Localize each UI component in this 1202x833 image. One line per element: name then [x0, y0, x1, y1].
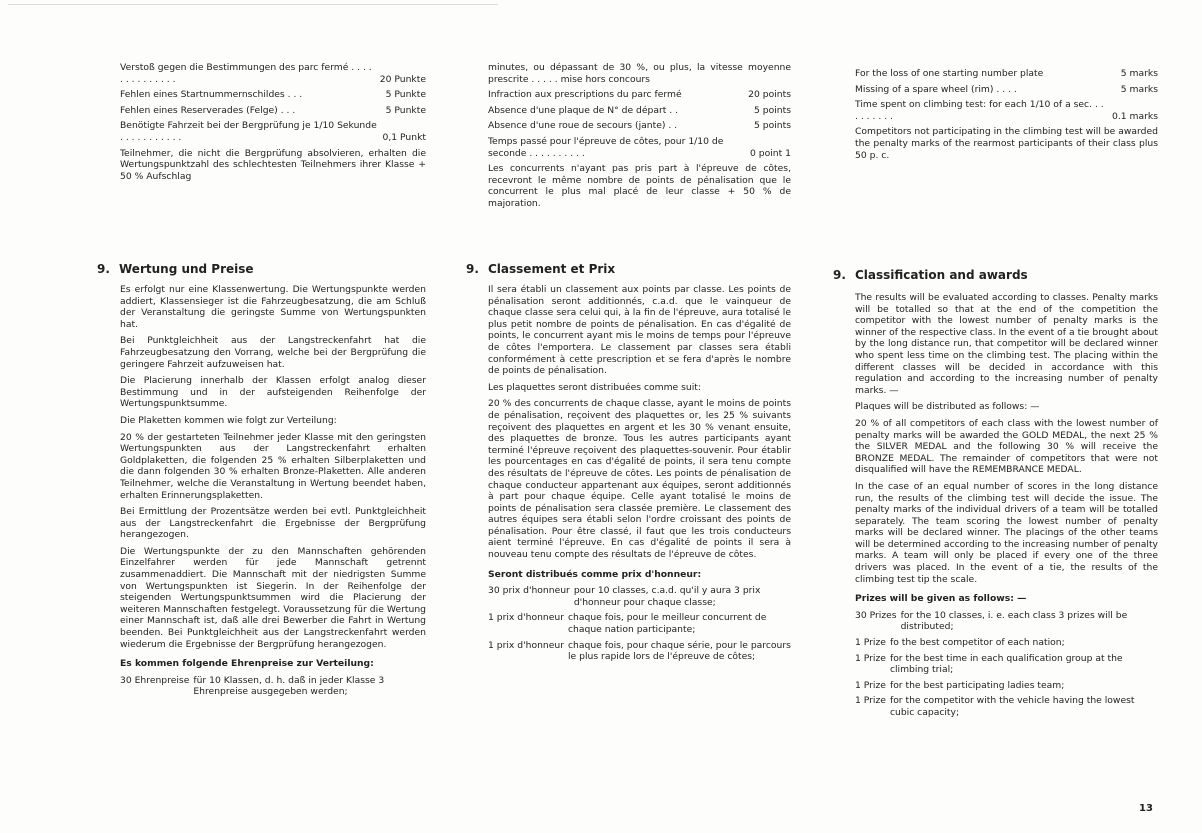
- fr-prize-desc: pour 10 classes, c.a.d. qu'il y aura 3 prix d'honneur pour chaque classe;: [573, 585, 761, 608]
- fr-penalty-row: Temps passé pour l'épreuve de côtes, pour 1/10 de seconde . . . . . . . . . . 0 point 1: [488, 135, 791, 159]
- en-paragraph: 20 % of all competitors of each class with the lowest number of penalty marks will be awarded the GOLD MEDAL, the next 25 % the SILVER MEDAL and the following 30 % will receive the BRONZE MEDAL. The remainder of competitors that were not disqualified will have the REMEMBRANCE MEDAL.: [855, 417, 1158, 476]
- fr-penalty-row: Absence d'une plaque de N° de départ . . 5 points: [488, 104, 791, 116]
- de-penalty-row: Fehlen eines Startnummernschildes . . . 5 Punkte: [120, 89, 426, 101]
- top-edge-line: [8, 4, 498, 5]
- fr-penalty-row: Absence d'une roue de secours (jante) . . 5 points: [488, 120, 791, 132]
- fr-prize-item: [488, 612, 791, 635]
- fr-section-heading: [466, 262, 615, 276]
- fr-prize-qty: 30 prix d'honneur: [488, 585, 570, 597]
- de-prizes-heading: Es kommen folgende Ehrenpreise zur Verteilung:: [120, 658, 374, 670]
- de-paragraph: Bei Ermittlung der Prozentsätze werden bei evtl. Punktgleichheit aus der Langstreckenfahrt die Ergebnisse der Bergprüfung herangezogen.: [120, 506, 426, 541]
- de-prize-qty: 30 Ehrenpreise: [120, 674, 190, 686]
- en-penalty-row: For the loss of one starting number plate 5 marks: [855, 68, 1158, 79]
- en-body: [855, 292, 1158, 723]
- de-heading-text: Wertung und Preise: [119, 262, 254, 276]
- en-prize-qty: 30 Prizes: [855, 609, 897, 621]
- en-section-heading: [833, 268, 1028, 282]
- de-section-heading: [97, 262, 254, 276]
- de-penalty-note: Teilnehmer, die nicht die Bergprüfung absolvieren, erhalten die Wertungspunktzahl des schlechtesten Teilnehmers ihrer Klasse + 50 % Aufschlag: [120, 147, 426, 182]
- en-penalty-note: Competitors not participating in the climbing test will be awarded the penalty marks of the rearmost participants of their class plus 50 p. c.: [855, 126, 1158, 161]
- en-prize-desc: fo the best competitor of each nation;: [889, 637, 1065, 649]
- en-prize-qty: 1 Prize: [855, 695, 886, 707]
- en-heading-number: 9.: [833, 268, 846, 282]
- fr-paragraph: Les plaquettes seront distribuées comme suit:: [488, 381, 701, 393]
- fr-prize-desc: chaque fois, pour le meilleur concurrent de chaque nation participante;: [568, 612, 767, 636]
- de-prize-item: [120, 675, 426, 698]
- fr-penalty-note: Les concurrents n'ayant pas pris part à l'épreuve de côtes, recevront le même nombre de points de pénalisation que le concurrent le plus mal placé de leur classe + 50 % de majoration.: [488, 163, 791, 209]
- en-paragraph: In the case of an equal number of scores in the long distance run, the results of the climbing test will decide the issue. The penalty marks of the individual drivers of a team will be totalled separately. The team scoring the lowest number of penalty marks will be declared winner. The placings of the other teams will be determined according to the increasing number of penalty marks. A team will only be placed if every one of the three drivers was placed. In the event of a tie, the results of the climbing test tip the scale.: [855, 480, 1158, 585]
- fr-penalty-row: Infraction aux prescriptions du parc fermé 20 points: [488, 89, 791, 101]
- fr-paragraph: 20 % des concurrents de chaque classe, ayant le moins de points de pénalisation, reçoivent des plaquettes or, les 25 % suivants reçoivent des plaquettes en argent et les 30 % venant ensuite, des plaquettes de bronze. Tous les autres participants ayant terminé l'épreuve reçoivent des plaquettes-souvenir. Pour établir les pourcentages en cas d'égalité de points, il sera tenu compte des résultats de l'épreuve de côtes. Les points de pénalisation de chaque conducteur appartenant aux équipes, seront additionnés à part pour chaque équipe. Celle ayant totalisé le moins de points de pénalisation sera classée première. Le classement des autres équipes sera établi selon l'ordre croissant des points de pénalisation. Pour être classé, il faut que les trois conducteurs aient terminé l'épreuve. En cas d'égalité de points il sera à nouveau tenu compte des résultats de l'épreuve de côtes.: [488, 398, 791, 561]
- de-prize-desc: für 10 Klassen, d. h. daß in jeder Klasse 3 Ehrenpreise ausgegeben werden;: [193, 674, 385, 698]
- de-body: [120, 284, 426, 702]
- de-heading-number: 9.: [97, 262, 110, 276]
- de-paragraph: Es erfolgt nur eine Klassenwertung. Die Wertungspunkte werden addiert, Klassensieger ist die Fahrzeugbesatzung, die am Schluß der Veranstaltung die geringste Summe von Wertungspunkten hat.: [120, 284, 426, 330]
- fr-heading-number: 9.: [466, 262, 479, 276]
- de-paragraph: Die Wertungspunkte der zu den Mannschaften gehörenden Einzelfahrer werden für jede Mannschaft getrennt zusammenaddiert. Die Mannschaft mit der niedrigsten Summe von Wertungspunkten ist Siegerin. In der Reihenfolge der steigenden Wertungspunktsummen wird die Placierung der weiteren Mannschaften festgelegt. Voraussetzung für die Wertung einer Mannschaft ist, daß alle drei Bewerber die Fahrt in Wertung beenden. Bei Punktgleichheit aus der Langstreckenfahrt werden wiederum die Ergebnisse der Bergprüfung herangezogen.: [120, 545, 426, 650]
- en-prize-desc: for the best time in each qualification group at the climbing trial;: [889, 652, 1123, 676]
- de-paragraph: Bei Punktgleichheit aus der Langstreckenfahrt hat die Fahrzeugbesatzung den Vorrang, welche bei der Bergprüfung die geringere Fahrzeit aufzuweisen hat.: [120, 335, 426, 370]
- fr-prize-qty: 1 prix d'honneur: [488, 612, 564, 624]
- de-penalty-row: Verstoß gegen die Bestimmungen des parc fermé . . . . . . . . . . . . . . 20 Punkte: [120, 62, 426, 85]
- en-prize-item: [855, 695, 1158, 718]
- fr-heading-text: Classement et Prix: [488, 262, 616, 276]
- fr-prize-item: [488, 640, 791, 663]
- en-penalty-row: Time spent on climbing test: for each 1/10 of a sec. . . . . . . . . . 0.1 marks: [855, 99, 1158, 122]
- en-prize-desc: for the competitor with the vehicle having the lowest cubic capacity;: [889, 695, 1135, 718]
- fr-prizes-heading: Seront distribués comme prix d'honneur:: [488, 568, 702, 580]
- en-prize-desc: for the best participating ladies team;: [889, 679, 1065, 691]
- en-penalty-list: [855, 68, 1158, 166]
- en-prize-qty: 1 Prize: [855, 652, 886, 664]
- de-penalty-row: Benötigte Fahrzeit bei der Bergprüfung je 1/10 Sekunde . . . . . . . . . . . 0,1 Punkt: [120, 120, 426, 143]
- en-prize-item: [855, 680, 1158, 692]
- en-paragraph: The results will be evaluated according to classes. Penalty marks will be totalled so that at the end of the competition the competitor with the lowest number of penalty marks is the winner of the respective class. In the event of a tie brought about by the long distance run, that competitor will be declared winner who spent less time on the climbing test. The placing within the different classes will be decided in accordance with this regulation and according to the increasing number of penalty marks. —: [855, 292, 1158, 396]
- en-prize-qty: 1 Prize: [855, 679, 886, 691]
- fr-body: [488, 284, 791, 667]
- de-paragraph: 20 % der gestarteten Teilnehmer jeder Klasse mit den geringsten Wertungspunkten aus der Langstreckenfahrt erhalten Goldplaketten, die folgenden 25 % erhalten Silberplaketten und die dann folgenden 30 % erhalten Bronze-Plaketten. Alle anderen Teilnehmer, welche die Veranstaltung in Wertung beendet haben, erhalten Erinnerungsplaketten.: [120, 431, 426, 501]
- en-prize-desc: for the 10 classes, i. e. each class 3 prizes will be distributed;: [900, 609, 1128, 633]
- en-heading-text: Classification and awards: [855, 268, 1028, 282]
- fr-penalty-intro: minutes, ou dépassant de 30 %, ou plus, la vitesse moyenne prescrite . . . . . mise hors concours: [488, 62, 791, 85]
- en-prize-item: [855, 610, 1158, 633]
- en-prize-item: [855, 637, 1158, 649]
- de-penalty-list: [120, 62, 426, 187]
- en-prize-item: [855, 653, 1158, 676]
- fr-prize-item: [488, 585, 791, 608]
- de-penalty-row: Fehlen eines Reserverades (Felge) . . . 5 Punkte: [120, 104, 426, 116]
- de-paragraph: Die Plaketten kommen wie folgt zur Verteilung:: [120, 414, 337, 426]
- fr-prize-qty: 1 prix d'honneur: [488, 639, 564, 651]
- page-number: 13: [1139, 803, 1153, 814]
- fr-prize-desc: chaque fois, pour chaque série, pour le parcours le plus rapide lors de l'épreuve de côtes;: [568, 639, 791, 663]
- en-prize-qty: 1 Prize: [855, 637, 886, 649]
- fr-penalty-list: [488, 62, 791, 215]
- en-prizes-heading: Prizes will be given as follows: —: [855, 593, 1027, 605]
- de-paragraph: Die Placierung innerhalb der Klassen erfolgt analog dieser Bestimmung und in der aufsteigenden Reihenfolge der Wertungspunktsumme.: [120, 375, 426, 410]
- en-penalty-row: Missing of a spare wheel (rim) . . . . 5 marks: [855, 83, 1158, 95]
- en-paragraph: Plaques will be distributed as follows: —: [855, 401, 1040, 413]
- fr-paragraph: Il sera établi un classement aux points par classe. Les points de pénalisation seront additionnés, c.a.d. que le vainqueur de chaque classe sera celui qui, à la fin de l'épreuve, aura totalisé le plus petit nombre de points de pénalisation. En cas d'égalité de points, le concurrent ayant mis le moins de temps pour l'épreuve de côtes l'emportera. Le classement par classes sera établi conformément à cette prescription et se fera d'après le nombre de points de pénalisation.: [488, 284, 791, 377]
